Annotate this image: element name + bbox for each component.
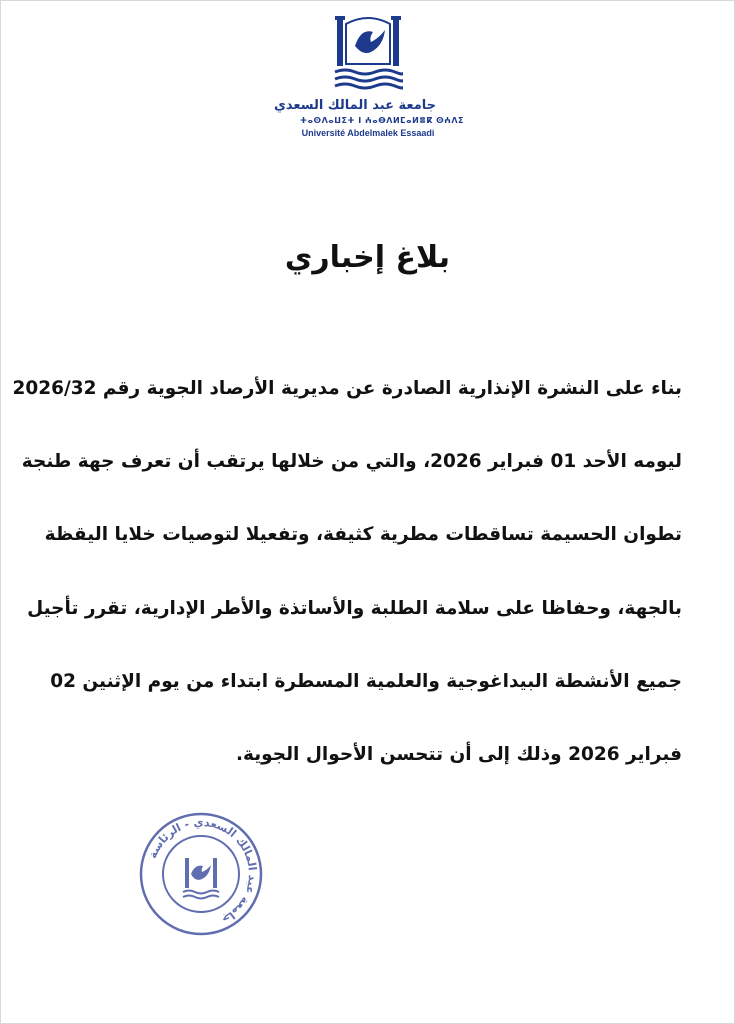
university-logo: [273, 14, 465, 144]
body-line: بالجهة، وحفاظا على سلامة الطلبة والأساتذة والأطر الإدارية، تقرر تأجيل: [27, 598, 682, 619]
body-line: بناء على النشرة الإنذارية الصادرة عن مديرية الأرصاد الجوية رقم 2026/32: [12, 378, 682, 399]
logo-name-french: Université Abdelmalek Essaadi: [301, 128, 435, 138]
body-line: تطوان الحسيمة تساقطات مطرية كثيفة، وتفعيلا لتوصيات خلايا اليقظة: [44, 524, 682, 545]
logo-name-tifinagh: ⵜⴰⵙⴷⴰⵡⵉⵜ ⵏ ⵄⴰⴱⴷⵍⵎⴰⵍⴻⴽ ⵙⵄⴷⵉ: [300, 116, 465, 125]
official-stamp: [137, 810, 265, 938]
logo-name-arabic: جامعة عبد المالك السعدي: [273, 98, 436, 113]
body-line: جميع الأنشطة البيداغوجية والعلمية المسطرة ابتداء من يوم الإثنين 02: [50, 671, 682, 692]
university-emblem-icon: [333, 14, 403, 94]
svg-text:جامعة عبد المالك السعدي - الرئ: جامعة عبد المالك السعدي - الرئاسة: [145, 815, 260, 927]
stamp-seal-icon: [137, 810, 265, 938]
document-title: بلاغ إخباري: [284, 240, 451, 275]
body-line: ليومه الأحد 01 فبراير 2026، والتي من خلالها يرتقب أن تعرف جهة طنجة: [21, 451, 682, 472]
body-line: فبراير 2026 وذلك إلى أن تتحسن الأحوال الجوية.: [235, 744, 682, 765]
